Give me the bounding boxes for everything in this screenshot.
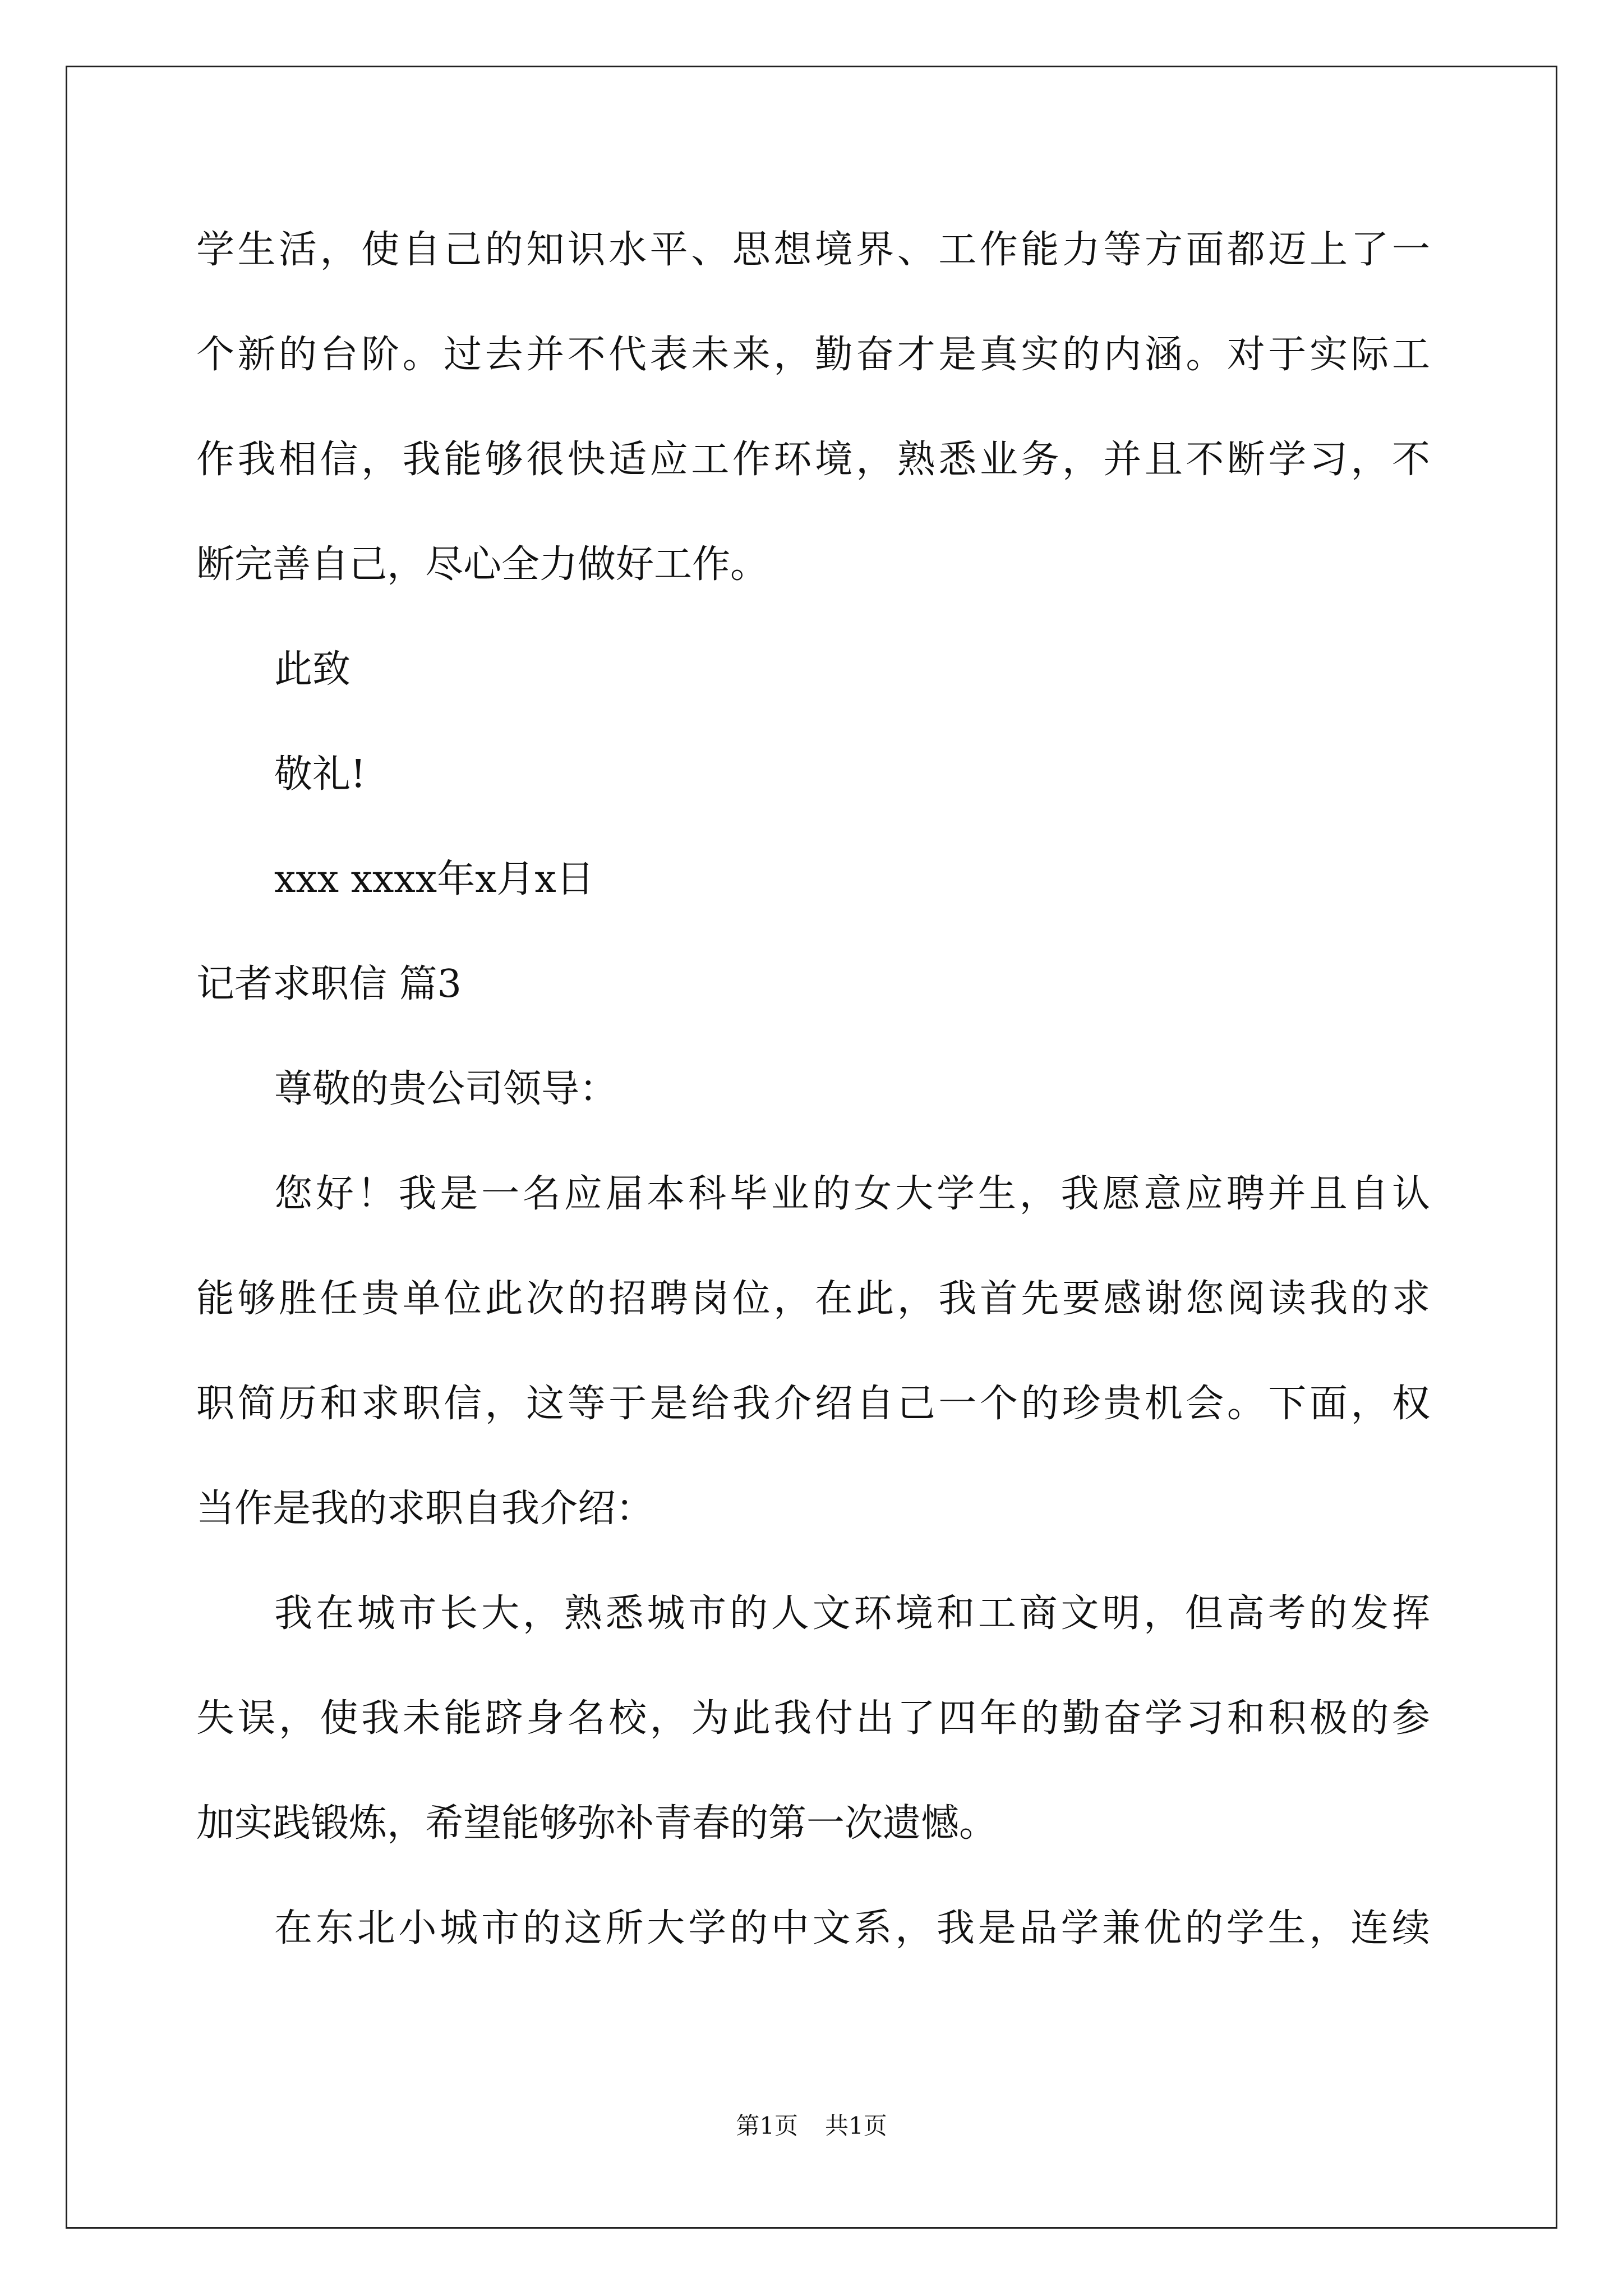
- paragraph-line: 作我相信，我能够很快适应工作环境，熟悉业务，并且不断学习，不: [196, 438, 1430, 482]
- paragraph-line: 职简历和求职信，这等于是给我介绍自己一个的珍贵机会。下面，权: [196, 1382, 1430, 1426]
- page-number: 第1页: [736, 2112, 798, 2139]
- page-footer: [0, 2109, 1623, 2143]
- paragraph-line: 加实践锻炼，希望能够弥补青春的第一次遗憾。: [196, 1801, 998, 1846]
- document-body: [196, 197, 1430, 1981]
- paragraph-line: 个新的台阶。过去并不代表未来，勤奋才是真实的内涵。对于实际工: [196, 333, 1430, 377]
- page-total: 共1页: [825, 2112, 887, 2139]
- paragraph-line: 您好！我是一名应届本科毕业的女大学生，我愿意应聘并且自认: [274, 1172, 1430, 1216]
- signature-date: xxx xxxx年x月x日: [274, 857, 594, 901]
- paragraph-line: 我在城市长大，熟悉城市的人文环境和工商文明，但高考的发挥: [274, 1591, 1430, 1636]
- closing-phrase: 此致: [274, 647, 351, 692]
- paragraph-line: 学生活，使自己的知识水平、思想境界、工作能力等方面都迈上了一: [196, 228, 1430, 272]
- paragraph-line: 断完善自己，尽心全力做好工作。: [196, 542, 769, 587]
- paragraph-line: 失误，使我未能跻身名校，为此我付出了四年的勤奋学习和积极的参: [196, 1696, 1430, 1741]
- paragraph-line: 当作是我的求职自我介绍：: [196, 1487, 654, 1531]
- letter-greeting: 尊敬的贵公司领导：: [274, 1067, 618, 1111]
- salutation: 敬礼!: [274, 752, 366, 797]
- paragraph-line: 在东北小城市的这所大学的中文系，我是品学兼优的学生，连续: [274, 1906, 1430, 1950]
- paragraph-line: 能够胜任贵单位此次的招聘岗位，在此，我首先要感谢您阅读我的求: [196, 1277, 1430, 1321]
- section-heading: 记者求职信 篇3: [196, 962, 462, 1006]
